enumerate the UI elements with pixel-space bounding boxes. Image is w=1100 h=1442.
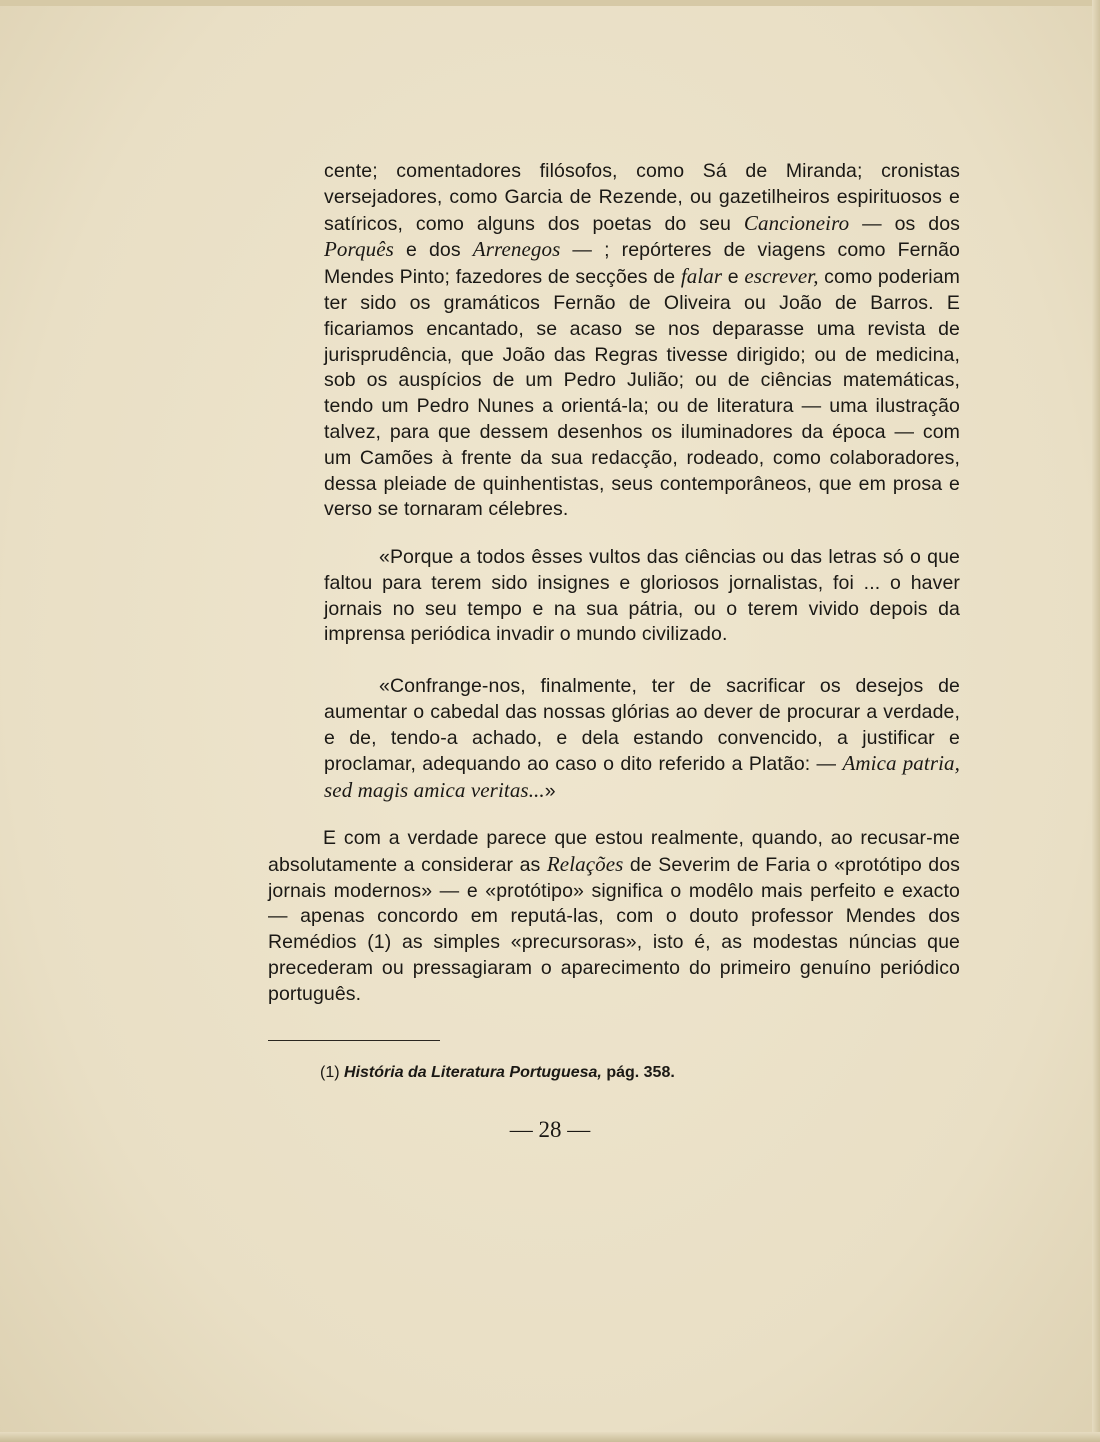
footnote-reference: (1) [367, 931, 392, 954]
footnote-divider [268, 1040, 440, 1041]
paper-edge-bottom [0, 1432, 1100, 1442]
p1-text-3: e dos [393, 239, 473, 262]
p1-text-2: — os dos [849, 212, 960, 235]
paragraph-1 [324, 159, 960, 523]
p4-italic-relacoes: Relações [546, 851, 624, 876]
p4-text-1: E com a verdade parece que estou realmente, quando, ao recusar-me absolutamente a considerar as [268, 827, 960, 876]
p1-italic-cancioneiro: Cancioneiro [743, 210, 850, 235]
footnote-title: História da Literatura Portuguesa, [344, 1064, 602, 1081]
footnote-pages: pág. 358. [606, 1064, 675, 1081]
p3-italic-latin-quote: Amica patria, sed magis amica veritas... [324, 751, 960, 803]
p1-italic-porques: Porquês [324, 237, 394, 262]
page-number: — 28 — [509, 1117, 591, 1142]
p1-text-1: cente; comentadores filósofos, como Sá de Miranda; cronistas versejadores, como Garcia de Rezende, ou gazetilheiros espirituosos e satíricos, como alguns dos poetas do seu [324, 160, 960, 235]
p1-text-5: e [722, 266, 745, 289]
paragraph-2: «Porque a todos êsses vultos das ciências ou das letras só o que faltou para terem sido insignes e gloriosos jornalistas, foi ... o haver jornais no seu tempo e na sua pátria, ou o terem vivido depois da imprensa periódica invadir o mundo civilizado. [324, 546, 960, 646]
p1-text-4: — ; repórteres de viagens como Fernão Mendes Pinto; fazedores de secções de [324, 239, 960, 289]
p1-italic-arrenegos: Arrenegos [472, 237, 561, 262]
p4-text-2: de Severim de Faria o «protótipo dos jornais modernos» — e «protótipo» significa o modêlo mais perfeito e exacto — apenas concordo em reputá-las, com o douto professor Mendes dos Remédios [268, 853, 960, 954]
footnote [320, 1063, 960, 1083]
p3-text-2: » [544, 780, 556, 803]
paper-edge-top [0, 0, 1100, 6]
paragraph-3 [324, 674, 960, 805]
paper-edge-right [1092, 0, 1100, 1442]
paragraph-4 [268, 826, 960, 1008]
footnote-marker: (1) [320, 1064, 340, 1081]
p1-italic-escrever: escrever, [744, 264, 819, 289]
p1-italic-falar: falar [680, 264, 723, 289]
p3-text-1: «Confrange-nos, finalmente, ter de sacrificar os desejos de aumentar o cabedal das nossas glórias ao dever de procurar a verdade, e de, tendo-a achado, e dela estando convencido, a justificar e proclamar, adequando ao caso o dito referido a Platão: — [324, 675, 960, 776]
p1-text-6: como poderiam ter sido os gramáticos Fernão de Oliveira ou João de Barros. E ficariamos encantado, se acaso se nos deparasse uma revista de jurisprudência, que João das Regras tivesse dirigido; ou de medicina, sob os auspícios de um Pedro Julião; ou de ciências matemáticas, tendo um Pedro Nunes a orientá-la; ou de literatura — uma ilustração talvez, para que dessem desenhos os iluminadores da época — com um Camões à frente da sua redacção, rodeado, como colaboradores, dessa pleiade de quinhentistas, seus contemporâneos, que em prosa e verso se tornaram célebres. [324, 266, 960, 521]
p4-text-3: as simples «precursoras», isto é, as modestas núncias que precederam ou pressagiaram o aparecimento do primeiro genuíno periódico português. [268, 931, 960, 1005]
